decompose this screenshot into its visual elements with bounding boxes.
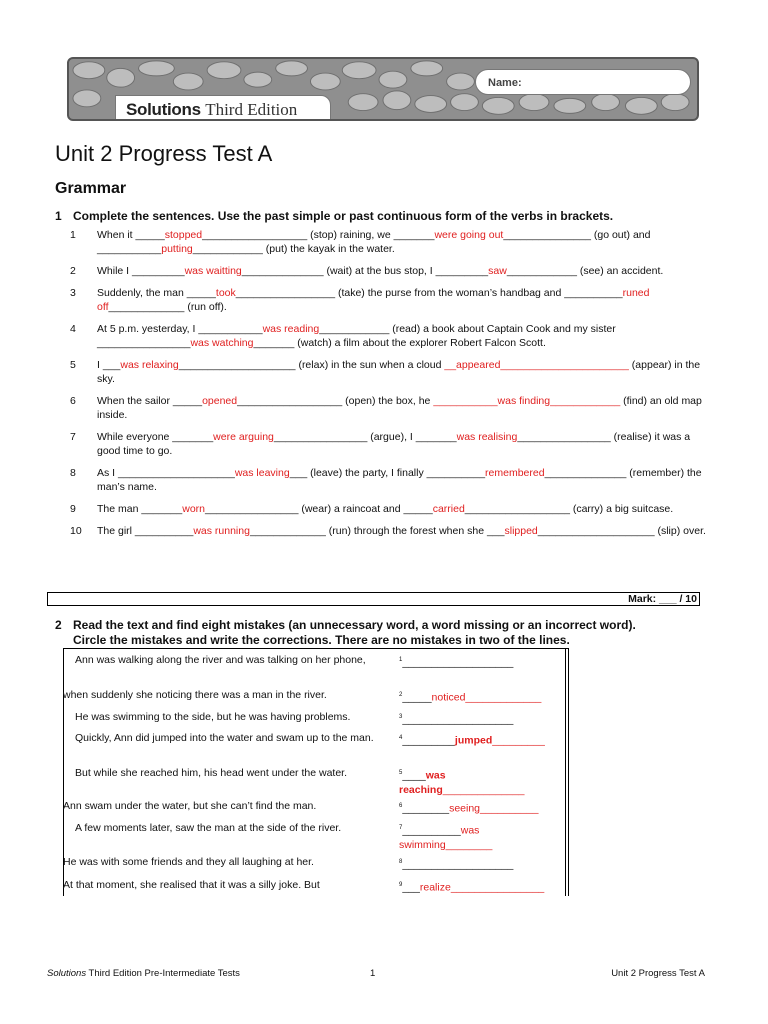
- correction-number: 9: [399, 882, 403, 888]
- sentence-text: While everyone _______: [97, 431, 214, 443]
- sentence-text: ____________ (see) an accident.: [506, 265, 664, 277]
- sentence-text: _______________ (go out) and ___________: [97, 229, 651, 255]
- ex2-right-border: [565, 648, 566, 896]
- ex1-item-number: 6: [70, 395, 76, 407]
- ex1-item-list: [70, 228, 710, 546]
- ex2-correction[interactable]: [399, 799, 563, 816]
- ex1-item-text: [97, 322, 710, 350]
- ex1-instruction: [55, 209, 613, 224]
- ex1-item-number: 1: [70, 229, 76, 241]
- footer-left-italic: Solutions: [47, 968, 87, 979]
- ex1-item-number: 2: [70, 265, 76, 277]
- answer-text: was realising: [456, 431, 518, 443]
- sentence-text: ____________ (put) the kayak in the water.: [192, 243, 395, 255]
- correction-line: _________: [402, 734, 455, 747]
- correction-number: 8: [399, 859, 403, 865]
- ex1-item-text: [97, 358, 710, 386]
- correction-number: 3: [399, 714, 403, 720]
- correction-number: 6: [399, 803, 403, 809]
- ex2-top-border: [63, 648, 569, 649]
- answer-text: worn: [182, 503, 205, 515]
- correction-line-end: _____________: [465, 691, 542, 704]
- correction-line: ___________________: [402, 713, 514, 726]
- mark-bar: [47, 592, 700, 606]
- ex1-item-number: 10: [70, 525, 82, 537]
- ex1-item-text: [97, 286, 710, 314]
- sentence-text: I ___: [97, 359, 121, 371]
- answer-text: was relaxing: [120, 359, 179, 371]
- sentence-text: ____________________ (slip) over.: [537, 525, 706, 537]
- sentence-text: __________________ (stop) raining, we _______: [202, 229, 435, 241]
- mark-text: Mark: ___ / 10: [628, 593, 697, 605]
- answer-text: runed off: [97, 287, 650, 313]
- sentence-text: _________________ (take) the purse from the woman’s handbag and __________: [235, 287, 623, 299]
- brand-logo: [115, 95, 331, 121]
- correction-answer: was swimming: [399, 824, 480, 851]
- ex2-line-text: At that moment, she realised that it was a silly joke. But: [63, 879, 320, 891]
- correction-line-end: ________________: [450, 881, 545, 894]
- correction-line-end: __________: [480, 802, 539, 815]
- ex1-item: [70, 264, 710, 278]
- correction-answer: was reaching: [399, 769, 446, 796]
- answer-text: were going out: [434, 229, 504, 241]
- answer-text: saw: [488, 265, 507, 277]
- ex2-correction[interactable]: [399, 653, 563, 670]
- sentence-text: ______________ (remember) the man’s name.: [97, 467, 702, 493]
- correction-number: 2: [399, 692, 403, 698]
- sentence-text: ______________ (wait) at the bus stop, I _________: [241, 265, 489, 277]
- sentence-text: _____________ (run) through the forest when she ___: [249, 525, 505, 537]
- sentence-text: ________________ (wear) a raincoat and _____: [205, 503, 433, 515]
- sentence-text: __________________ (open) the box, he: [237, 395, 434, 407]
- footer-left-rest: Third Edition Pre-Intermediate Tests: [86, 968, 240, 979]
- footer-page-number: 1: [370, 968, 376, 979]
- ex1-item: [70, 524, 710, 538]
- ex1-item-number: 3: [70, 287, 76, 299]
- answer-text: took: [215, 287, 236, 299]
- ex1-item: [70, 358, 710, 386]
- ex1-instruction-text: Complete the sentences. Use the past simple or past continuous form of the verbs in brackets.: [73, 209, 614, 223]
- header-banner: [67, 57, 699, 121]
- ex1-item: [70, 430, 710, 458]
- answer-text: remembered: [485, 467, 545, 479]
- footer-right: Unit 2 Progress Test A: [611, 968, 705, 979]
- ex2-line-text: He was swimming to the side, but he was having problems.: [75, 711, 351, 723]
- sentence-text: __________________ (carry) a big suitcase.: [464, 503, 674, 515]
- answer-text: carried: [432, 503, 465, 515]
- ex1-item-number: 9: [70, 503, 76, 515]
- ex2-correction[interactable]: [399, 821, 563, 852]
- correction-line: ____: [402, 769, 426, 782]
- sentence-text: Suddenly, the man _____: [97, 287, 216, 299]
- footer-left: [47, 968, 240, 979]
- correction-line: _____: [402, 691, 432, 704]
- answer-text: opened: [202, 395, 238, 407]
- ex2-correction[interactable]: [399, 855, 563, 872]
- answer-text: was watching: [190, 337, 254, 349]
- ex2-line-text: Quickly, Ann did jumped into the water and swam up to the man.: [75, 732, 374, 744]
- ex2-instruction-line-2: Circle the mistakes and write the corrections. There are no mistakes in two of the lines.: [73, 633, 570, 647]
- correction-line-end: ______________: [442, 783, 525, 796]
- ex1-item-text: [97, 466, 710, 494]
- sentence-text: As I ____________________: [97, 467, 235, 479]
- correction-answer: jumped: [454, 734, 493, 747]
- answer-text: ___________was finding____________: [433, 395, 621, 407]
- ex2-line-text: A few moments later, saw the man at the side of the river.: [75, 822, 342, 834]
- answer-text: was running: [193, 525, 250, 537]
- sentence-text: (find) an old map inside.: [97, 395, 702, 421]
- brand-bold: Solutions: [126, 100, 201, 119]
- answer-text: were arguing: [213, 431, 274, 443]
- ex2-correction[interactable]: [399, 710, 563, 727]
- sentence-text: ________________ (realise) it was a good time to go.: [97, 431, 691, 457]
- ex2-correction[interactable]: [399, 731, 563, 748]
- ex1-item-number: 8: [70, 467, 76, 479]
- ex1-item: [70, 466, 710, 494]
- ex1-item: [70, 228, 710, 256]
- sentence-text: The girl __________: [97, 525, 194, 537]
- ex1-item-text: [97, 394, 710, 422]
- ex2-line-text: But while she reached him, his head went under the water.: [75, 767, 347, 779]
- ex2-text-box: [63, 648, 569, 896]
- correction-line: ___________________: [402, 858, 514, 871]
- sentence-text: ________________ (argue), I _______: [273, 431, 457, 443]
- ex1-item-text: [97, 264, 710, 278]
- correction-number: 1: [399, 657, 403, 663]
- ex2-line-text: He was with some friends and they all laughing at her.: [63, 856, 314, 868]
- ex1-item-number: 7: [70, 431, 76, 443]
- ex1-item: [70, 394, 710, 422]
- answer-text: was waitting: [184, 265, 242, 277]
- ex1-item-text: [97, 228, 710, 256]
- sentence-text: When it _____: [97, 229, 165, 241]
- sentence-text: ____________________ (relax) in the sun when a cloud: [178, 359, 445, 371]
- correction-line: ___________________: [402, 656, 514, 669]
- ex2-instruction-line-1: Read the text and find eight mistakes (an unnecessary word, a word missing or an incorrect word).: [73, 618, 636, 632]
- answer-text: slipped: [504, 525, 538, 537]
- correction-line: __________: [402, 824, 461, 837]
- correction-line-end: ________: [445, 838, 493, 851]
- sentence-text: _______ (watch) a film about the explorer Robert Falcon Scott.: [253, 337, 546, 349]
- page-title: Unit 2 Progress Test A: [55, 141, 273, 166]
- correction-number: 4: [399, 735, 403, 741]
- name-field[interactable]: [475, 69, 691, 95]
- sentence-text: While I _________: [97, 265, 185, 277]
- sentence-text: When the sailor _____: [97, 395, 203, 407]
- sentence-text: At 5 p.m. yesterday, I ___________: [97, 323, 263, 335]
- sentence-text: _____________ (run off).: [108, 301, 227, 313]
- ex1-item-text: [97, 524, 710, 538]
- ex1-item-text: [97, 502, 710, 516]
- ex1-item: [70, 322, 710, 350]
- sentence-text: The man _______: [97, 503, 183, 515]
- ex1-item-number: 4: [70, 323, 76, 335]
- answer-text: was leaving: [234, 467, 290, 479]
- ex2-instruction: [55, 618, 636, 648]
- answer-text: putting: [161, 243, 193, 255]
- brand-rest: Third Edition: [205, 100, 298, 119]
- correction-answer: realize: [419, 881, 451, 894]
- sentence-text: ____________ (read) a book about Captain Cook and my sister ________________: [97, 323, 616, 349]
- ex1-item: [70, 502, 710, 516]
- ex2-line-text: Ann was walking along the river and was talking on her phone,: [75, 654, 366, 666]
- correction-answer: noticed: [431, 691, 466, 704]
- section-title: Grammar: [55, 180, 127, 197]
- ex1-item-text: [97, 430, 710, 458]
- sentence-text: (appear) in the sky.: [97, 359, 701, 385]
- correction-line: ________: [402, 802, 450, 815]
- correction-line-end: _________: [492, 734, 545, 747]
- ex2-line-text: Ann swam under the water, but she can’t find the man.: [63, 800, 317, 812]
- answer-text: __appeared______________________: [444, 359, 629, 371]
- name-label: Name:: [488, 77, 522, 89]
- ex2-correction[interactable]: [399, 766, 563, 797]
- ex2-correction[interactable]: [399, 688, 563, 705]
- ex1-item: [70, 286, 710, 314]
- answer-text: stopped: [164, 229, 203, 241]
- ex1-number: 1: [55, 209, 62, 223]
- ex1-item-number: 5: [70, 359, 76, 371]
- sentence-text: ___ (leave) the party, I finally __________: [289, 467, 486, 479]
- correction-number: 7: [399, 825, 403, 831]
- ex2-number: 2: [55, 618, 62, 632]
- correction-line: ___: [402, 881, 420, 894]
- correction-answer: seeing: [449, 802, 481, 815]
- correction-number: 5: [399, 770, 403, 776]
- ex2-right-border-outer: [568, 648, 569, 896]
- answer-text: was reading: [262, 323, 320, 335]
- ex2-line-text: when suddenly she noticing there was a man in the river.: [63, 689, 327, 701]
- ex2-correction[interactable]: [399, 878, 563, 895]
